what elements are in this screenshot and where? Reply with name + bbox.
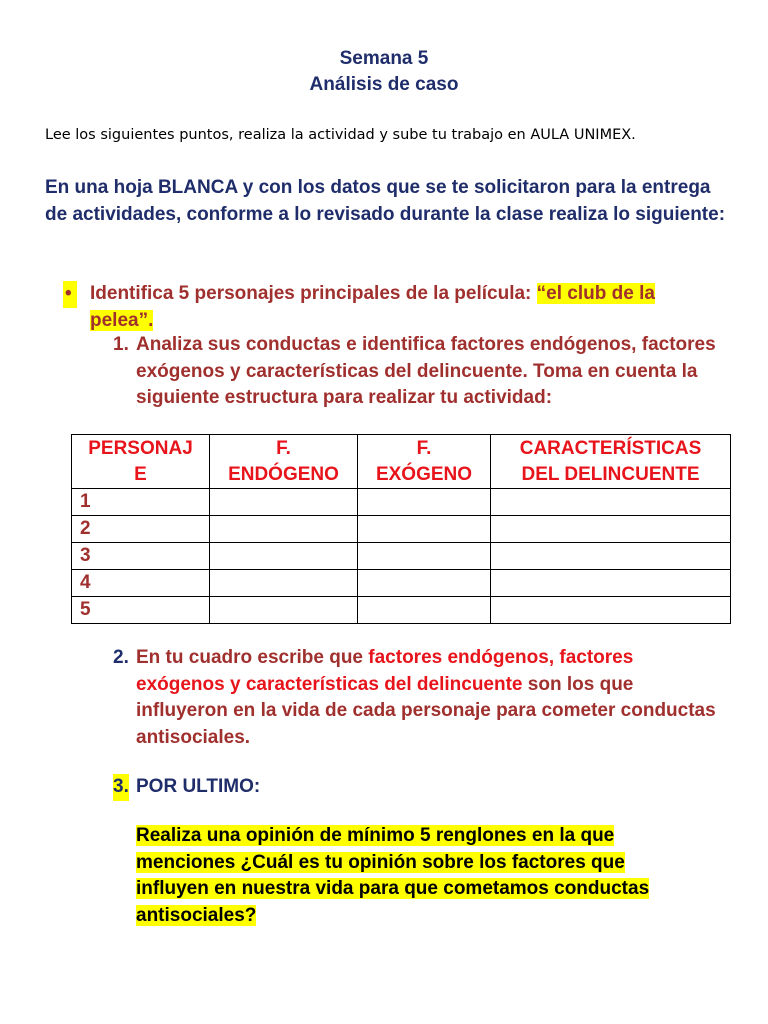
analysis-table	[71, 434, 731, 624]
table-cell	[491, 489, 731, 516]
table-row	[72, 489, 731, 516]
table-cell	[210, 516, 358, 543]
page-subtitle: Análisis de caso	[309, 74, 459, 95]
list-item-2-emphasis: factores endógenos, factores exógenos y características del delincuente	[136, 647, 634, 695]
bullet-text-main: Identifica 5 personajes principales de la película:	[90, 283, 537, 304]
table-row	[72, 543, 731, 570]
final-prompt-line: influyen en nuestra vida para que cometamos conductas	[136, 878, 650, 899]
table-cell	[491, 543, 731, 570]
table-cell	[358, 489, 491, 516]
table-cell	[491, 570, 731, 597]
movie-title-highlight-2: pelea”.	[90, 309, 154, 331]
header-exogeno-line2: EXÓGENO	[375, 464, 473, 485]
list-number-1: 1.	[113, 334, 129, 355]
final-prompt-line: Realiza una opinión de mínimo 5 renglones en la que	[136, 825, 615, 846]
final-prompt	[136, 823, 726, 929]
list-item-2-text	[136, 645, 726, 751]
row-number: 4	[72, 570, 210, 597]
header-exogeno-line1: F.	[416, 438, 432, 459]
header-caracteristicas-line2: DEL DELINCUENTE	[521, 464, 700, 485]
intro-text: Lee los siguientes puntos, realiza la actividad y sube tu trabajo en AULA UNIMEX.	[45, 127, 636, 143]
row-number: 1	[72, 489, 210, 516]
list-number-3: 3.	[113, 774, 129, 801]
header-personaje	[72, 435, 210, 489]
instructions-paragraph	[45, 175, 735, 228]
movie-title-highlight-1: “el club de la	[536, 283, 655, 304]
table-cell	[210, 597, 358, 624]
header-endogeno-line1: F.	[276, 438, 291, 459]
list-item-2-intro: En tu cuadro escribe que	[136, 647, 369, 668]
table-cell	[210, 570, 358, 597]
instructions-part1: En una hoja	[45, 177, 158, 198]
instructions-part2: y con los datos que se te solicitaron para la entrega de actividades, conforme a lo revisado durante la clase realiza lo siguiente:	[45, 177, 726, 225]
table-cell	[210, 489, 358, 516]
table-row	[72, 516, 731, 543]
header-endogeno	[210, 435, 358, 489]
list-number-2: 2.	[113, 647, 129, 668]
bullet-marker: •	[63, 281, 77, 308]
table-cell	[358, 516, 491, 543]
header-exogeno	[358, 435, 491, 489]
header-personaje-line1: PERSONAJ	[88, 438, 193, 459]
table-cell	[491, 516, 731, 543]
list-item-1-text: Analiza sus conductas e identifica factores endógenos, factores exógenos y características del delincuente. Toma en cuenta la siguiente estructura para realizar tu actividad:	[136, 334, 716, 408]
page-title: Semana 5	[339, 48, 429, 69]
header-caracteristicas	[491, 435, 731, 489]
header-caracteristicas-line1: CARACTERÍSTICAS	[519, 438, 702, 459]
bullet-text	[90, 281, 720, 334]
table-cell	[210, 543, 358, 570]
table-row	[72, 570, 731, 597]
list-item-2-rest: son los que influyeron en la vida de cada personaje para cometer conductas antisociales.	[136, 673, 716, 748]
row-number: 2	[72, 516, 210, 543]
instructions-emphasis: BLANCA	[157, 177, 238, 198]
final-prompt-line: antisociales?	[136, 904, 257, 926]
table-cell	[491, 597, 731, 624]
header-endogeno-line2: ENDÓGENO	[228, 464, 339, 485]
table-row	[72, 597, 731, 624]
table-cell	[358, 543, 491, 570]
row-number: 3	[72, 543, 210, 570]
table-cell	[358, 570, 491, 597]
table-cell	[358, 597, 491, 624]
row-number: 5	[72, 597, 210, 624]
header-personaje-line2: E	[134, 464, 147, 485]
list-item-3-label: POR ULTIMO:	[136, 776, 261, 797]
table-header-row	[72, 435, 731, 489]
final-prompt-line: menciones ¿Cuál es tu opinión sobre los factores que	[136, 851, 625, 873]
